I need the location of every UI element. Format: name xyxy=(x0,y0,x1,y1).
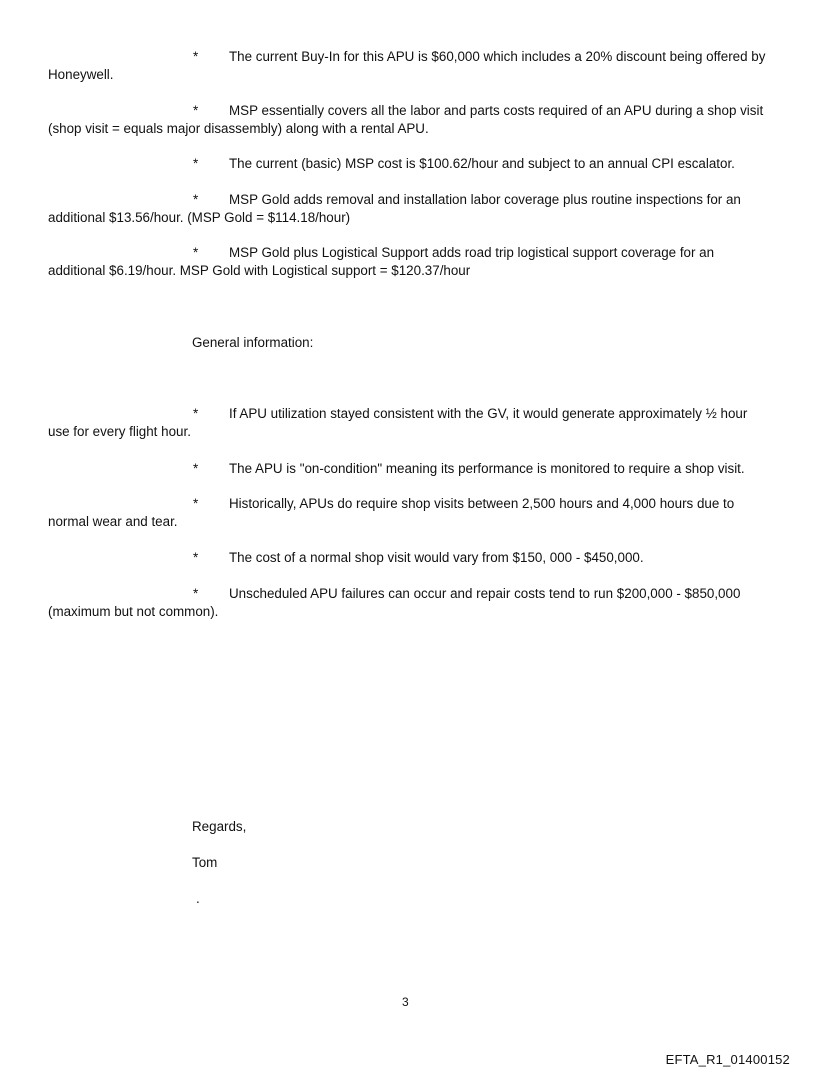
bullet-marker: * xyxy=(193,550,199,565)
list-item xyxy=(48,48,778,84)
list-item xyxy=(48,191,778,227)
bullet-marker: * xyxy=(193,103,199,118)
list-item xyxy=(48,549,778,567)
bullet-text: The current (basic) MSP cost is $100.62/hour and subject to an annual CPI escalator. xyxy=(229,156,735,171)
bullet-continuation: additional $6.19/hour. MSP Gold with Logistical support = $120.37/hour xyxy=(48,263,471,278)
bullet-continuation: use for every flight hour. xyxy=(48,424,191,439)
bullet-text: If APU utilization stayed consistent with the GV, it would generate approximately ½ hour xyxy=(229,406,748,421)
bullet-text: MSP Gold plus Logistical Support adds road trip logistical support coverage for an xyxy=(229,245,715,260)
bullet-continuation: (maximum but not common). xyxy=(48,604,219,619)
list-item xyxy=(48,405,778,441)
bullet-continuation: additional $13.56/hour. (MSP Gold = $114.18/hour) xyxy=(48,210,351,225)
bullet-marker: * xyxy=(193,406,199,421)
section-heading: General information: xyxy=(192,335,314,350)
bullet-text: Unscheduled APU failures can occur and repair costs tend to run $200,000 - $850,000 xyxy=(229,586,741,601)
bullet-text: The current Buy-In for this APU is $60,000 which includes a 20% discount being offered by xyxy=(229,49,766,64)
bullet-marker: * xyxy=(193,245,199,260)
bullet-continuation: Honeywell. xyxy=(48,67,114,82)
bullet-marker: * xyxy=(193,156,199,171)
bullet-text: MSP Gold adds removal and installation labor coverage plus routine inspections for an xyxy=(229,192,741,207)
list-item xyxy=(48,585,778,621)
document-id: EFTA_R1_01400152 xyxy=(665,1052,790,1067)
list-item xyxy=(48,102,778,138)
list-item xyxy=(48,155,778,173)
bullet-marker: * xyxy=(193,586,199,601)
signature-name: Tom xyxy=(192,855,218,870)
bullet-text: Historically, APUs do require shop visits between 2,500 hours and 4,000 hours due to xyxy=(229,496,735,511)
bullet-text: The APU is "on-condition" meaning its performance is monitored to require a shop visit. xyxy=(229,461,745,476)
bullet-continuation: (shop visit = equals major disassembly) along with a rental APU. xyxy=(48,121,429,136)
bullet-text: MSP essentially covers all the labor and parts costs required of an APU during a shop visit xyxy=(229,103,764,118)
bullet-continuation: normal wear and tear. xyxy=(48,514,178,529)
bullet-marker: * xyxy=(193,496,199,511)
closing-dot: . xyxy=(196,891,200,906)
bullet-marker: * xyxy=(193,49,199,64)
list-item xyxy=(48,244,778,280)
bullet-marker: * xyxy=(193,192,199,207)
list-item xyxy=(48,460,778,478)
bullet-text: The cost of a normal shop visit would vary from $150, 000 - $450,000. xyxy=(229,550,644,565)
page-number: 3 xyxy=(402,995,409,1009)
bullet-marker: * xyxy=(193,461,199,476)
list-item xyxy=(48,495,778,531)
closing-regards: Regards, xyxy=(192,819,247,834)
